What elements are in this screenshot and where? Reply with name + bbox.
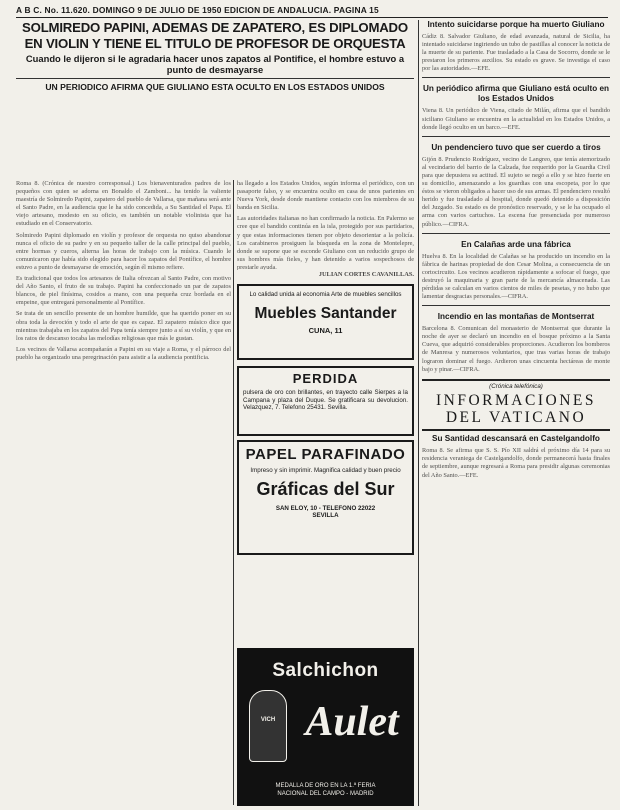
item-rule <box>422 305 610 306</box>
subhead: UN PERIODICO AFIRMA QUE GIULIANO ESTA OCULTO EN LOS ESTADOS UNIDOS <box>45 82 385 92</box>
ribbon-line-2: NACIONAL DEL CAMPO - MADRID <box>277 791 374 797</box>
ad-papel-name: Gráficas del Sur <box>256 478 395 499</box>
news-headline: Un periódico afirma que Giuliano está oculto en los Estados Unidos <box>422 84 610 104</box>
ad-salchichon <box>237 648 414 806</box>
section-rule <box>422 379 610 381</box>
ad-salchichon-ribbon <box>239 782 412 798</box>
item-rule <box>422 233 610 234</box>
article-paragraph: Se trata de un sencillo presente de un hombre humilde, que ha querido poner en su obra toda la devoción y todo el arte de que es capaz. El zapatero músico dice que mientras trabajaba en los zapatos del Papa tenía siempre junto a sí su violín, y que en los ratos de descanso tocaba las melodías religiosas que más le gustan. <box>16 310 231 342</box>
header-rule <box>16 17 608 18</box>
deck: Cuando le dijeron si le agradaria hacer unos zapatos al Pontifice, el hombre estuvo a punto de desmayarse <box>25 53 405 75</box>
article-paragraph: Solmiredo Papini diplomado en violín y profesor de orquesta no quiso abandonar nunca el oficio de su padre y en su pequeño taller de la calle principal del pueblo, entre hormas y cueros, alterna las horas de trabajo con la música. Cuando le comunicaron que había sido elegido para hacer los zapatos del Pontífice, el hombre estuvo a punto de desmayarse de emoción, según él mismo refiere. <box>16 231 231 271</box>
ad-papel-address: SAN ELOY, 10 - TELEFONO 22022 <box>275 504 376 512</box>
article-col-2 <box>237 180 414 270</box>
article-paragraph: Las autoridades italianas no han confirmado la noticia. En Palermo se cree que el bandido continúa en la isla, protegido por sus partidarios, y que estas informaciones tienen por objeto desorientar a la policía. Los carabineros prosiguen la búsqueda en la zona de Montelepre, donde se supone que se esconde Giuliano con un reducido grupo de sus hombres más fieles, y han detenido a varios sospechosos de prestarle ayuda. <box>237 215 414 270</box>
ad-perdida-title: PERDIDA <box>292 371 359 386</box>
signature: JULIAN CORTES CAVANILLAS. <box>318 271 414 278</box>
ad-papel-sub: Impreso y sin imprimir. Magnifica calidad y buen precio <box>250 467 401 474</box>
ad-muebles <box>237 284 414 360</box>
ad-muebles-tagline: Lo calidad unida al economia Arte de muebles sencillos <box>249 291 402 298</box>
ad-papel <box>237 440 414 555</box>
main-article-head <box>16 20 414 178</box>
item-rule <box>422 136 610 137</box>
item-rule <box>422 77 610 78</box>
article-paragraph: ha llegado a los Estados Unidos, según informa el periódico, con un pasaporte falso, y se encuentra oculto en casa de unos parientes en Nueva York, desde donde mantiene contacto con los miembros de su banda en Sicilia. <box>237 180 414 212</box>
ad-salchichon-brand: Aulet <box>305 699 399 745</box>
vatican-headline: Su Santidad descansará en Castelgandolfo <box>432 434 600 444</box>
ad-papel-city: SEVILLA <box>312 512 339 519</box>
news-body: Gijón 8. Prudencio Rodríguez, vecino de Langreo, que tenía atemorizado al vecindario del barrio de la Calzada, fue requerido por la Guardia Civil para que depusiera su actitud. El sujeto se negó a ello y se hizo fuerte en su domicilio, amenazando a los guardias con una escopeta, por lo que éstos se vieron obligados a hacer uso de sus armas. El pendenciero resultó herido y fue trasladado al hospital, donde quedó detenido a disposición del Juzgado. Su estado es de pronóstico reservado, y se le ha ocupado el arma con varios cartuchos. La escena fue presenciada por numeroso público.—CIFRA. <box>422 155 610 228</box>
news-headline: Intento suicidarse porque ha muerto Giuliano <box>427 20 605 29</box>
package-badge: VICH <box>260 717 276 723</box>
page-header: A B C. No. 11.620. DOMINGO 9 DE JULIO DE 1950 EDICION DE ANDALUCIA. PAGINA 15 <box>16 5 379 15</box>
vatican-body: Roma 8. Se afirma que S. S. Pío XII saldrá el próximo día 14 para su residencia veraniega de Castelgandolfo, donde permanecerá hasta finales de septiembre, aunque regresará a Roma para presidir algunas ceremonias del Año Santo.—EFE. <box>422 447 610 479</box>
section-rule <box>422 429 610 431</box>
article-col-1 <box>16 180 231 805</box>
ribbon-line-1: MEDALLA DE ORO EN LA 1.ª FERIA <box>275 783 376 789</box>
article-paragraph: Los vecinos de Vallarsa acompañarán a Papini en su viaje a Roma, y el párroco del pueblo ha organizado una peregrinación para asistir a la audiencia pontificia. <box>16 345 231 361</box>
head-divider <box>16 78 414 79</box>
news-body: Cádiz 8. Salvador Giuliano, de edad avanzada, natural de Sicilia, ha intentado suicidarse ingiriendo un tubo de pastillas al conocer la noticia de la muerte de su pariente. Fue trasladado a la Casa de Socorro, donde se le prestaron los primeros auxilios. Su estado es grave. Se investiga el caso por las autoridades.—EFE. <box>422 33 610 73</box>
ad-muebles-name: Muebles Santander <box>254 304 397 322</box>
news-body: Huelva 8. En la localidad de Calañas se ha producido un incendio en la fábrica de harinas propiedad de don Cesar Molina, a consecuencia de un cortocircuito. Los vecinos acudieron rápidamente a sofocar el fuego, que destruyó la maquinaria y gran parte de la mercancía almacenada. Las pérdidas se calculan en varios cientos de miles de pesetas, y no hubo que lamentar desgracias personales.—CIFRA. <box>422 252 610 301</box>
headline: SOLMIREDO PAPINI, ADEMAS DE ZAPATERO, ES DIPLOMADO EN VIOLIN Y TIENE EL TITULO DE PROFESOR DE ORQUESTA <box>22 20 408 51</box>
ad-papel-title: PAPEL PARAFINADO <box>245 446 406 463</box>
section-small: (Crónica telefónica) <box>489 382 543 390</box>
ad-perdida <box>237 366 414 436</box>
article-paragraph: Es tradicional que todos los artesanos de Italia ofrezcan al Santo Padre, con motivo del Año Santo, el fruto de su trabajo. Papini ha confeccionado un par de zapatos blancos, de piel finísima, cosidos a mano, con una pequeña cruz bordada en el empeine, que entregará personalmente al Pontífice. <box>16 275 231 307</box>
news-headline: En Calañas arde una fábrica <box>461 239 571 249</box>
news-headline: Un pendenciero tuvo que ser cuerdo a tiros <box>431 142 601 152</box>
article-paragraph: Roma 8. (Crónica de nuestro corresponsal.) Los bienaventurados padres de los pequeños con quien se adorna en Bonaldo el Zamboni... ha tenido la valiente maestría de Solmiredo Papini, zapatero del pueblo de Vallarsa, que mañana será ante el Santo Padre, en la audiencia que le ha sido concedida, a Su Santidad el Papa. El viejo artesano, modesto en su oficio, es también un notable violinista que ha estudiado en el Conservatorio. <box>16 180 231 228</box>
ad-salchichon-word: Salchichon <box>272 660 379 681</box>
news-body: Viena 8. Un periódico de Viena, citado de Milán, afirma que el bandido siciliano Giuliano se encuentra en la actualidad en los Estados Unidos, a donde llegó oculto en un barco.—EFE. <box>422 107 610 131</box>
column-rule <box>233 180 234 805</box>
sausage-package-icon <box>249 690 287 762</box>
news-body: Barcelona 8. Comunican del monasterio de Montserrat que durante la noche de ayer se declaró un incendio en el bosque próximo a la Santa Cueva, que adquirió considerables proporciones. Acudieron los bomberos de Manresa y numerosos voluntarios, que tras varias horas de trabajo lograron dominar el fuego. Ardieron unas cincuenta hectáreas de monte bajo y pinar.—CIFRA. <box>422 325 610 373</box>
section-title: INFORMACIONES DEL VATICANO <box>436 392 596 427</box>
news-headline: Incendio en las montañas de Montserrat <box>437 312 595 322</box>
ad-perdida-body: pulsera de oro con brillantes, en trayecto calle Sierpes a la Campana y plaza del Duque. Se gratificara su devolucion. Velazquez, 7. Telefono 25431. Sevilla. <box>243 389 408 411</box>
right-column <box>422 20 610 806</box>
ad-muebles-address: CUNA, 11 <box>308 325 343 335</box>
column-rule <box>418 20 419 806</box>
